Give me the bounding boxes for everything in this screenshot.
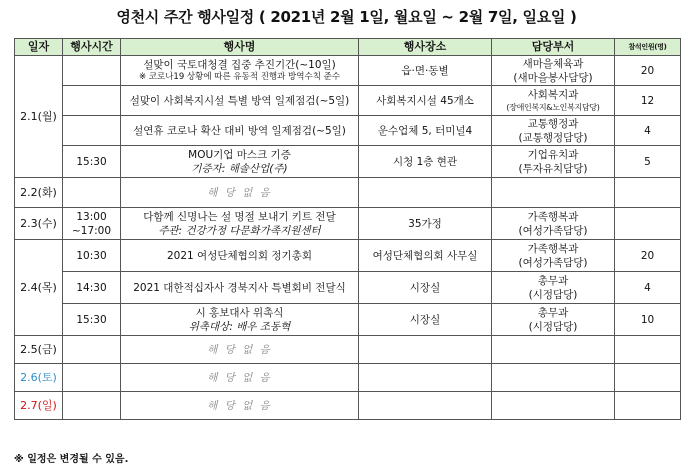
dept-sub: (여성가족담당) [518,256,588,269]
no-event-cell: 해 당 없 음 [121,364,359,392]
dept-cell [492,86,615,116]
header-date: 일자 [15,39,63,56]
table-row [15,56,681,86]
date-cell: 2.1(월) [15,56,63,178]
attend-cell: 12 [615,86,681,116]
event-cell: 설연휴 코로나 확산 대비 방역 일제점검(~5일) [121,116,359,146]
page-title: 영천시 주간 행사일정 ( 2021년 2월 1일, 월요일 ~ 2월 7일, 일요일 ) [116,8,577,26]
event-cell [121,304,359,336]
table-row [15,272,681,304]
attend-cell [615,364,681,392]
attend-cell [615,208,681,240]
dept-cell [492,392,615,420]
time-cell [63,56,121,86]
time-cell [63,86,121,116]
dept-sub: (교통행정담당) [518,131,588,144]
event-cell: 2021 여성단체협의회 정기총회 [121,240,359,272]
place-cell [359,392,492,420]
table-row [15,116,681,146]
attend-cell: 4 [615,116,681,146]
dept-sub: (장애인복지&노인복지담당) [506,103,600,112]
dept-sub: (여성가족담당) [518,224,588,237]
time-cell: 15:30 [63,146,121,178]
attend-cell: 4 [615,272,681,304]
table-row [15,304,681,336]
time-cell [63,364,121,392]
table-row [15,146,681,178]
place-cell: 운수업체 5, 터미널4 [359,116,492,146]
place-cell [359,336,492,364]
attend-cell [615,392,681,420]
time-cell: 15:30 [63,304,121,336]
no-event-cell: 해 당 없 음 [121,178,359,208]
dept-cell [492,178,615,208]
table-row [15,364,681,392]
event-cell [121,208,359,240]
time-cell [63,336,121,364]
event-cell: 2021 대한적십자사 경북지사 특별회비 전달식 [121,272,359,304]
dept-name: 가족행복과 [527,242,579,255]
header-time: 행사시간 [63,39,121,56]
dept-sub: (투자유치담당) [518,162,588,175]
dept-cell [492,336,615,364]
place-cell [359,364,492,392]
no-event-cell: 해 당 없 음 [121,392,359,420]
dept-name: 총무과 [537,274,569,287]
table-row [15,178,681,208]
event-name: MOU기업 마스크 기증 [188,148,291,161]
attend-cell: 10 [615,304,681,336]
dept-name: 새마을체육과 [522,57,584,70]
event-cell [121,146,359,178]
dept-cell [492,116,615,146]
event-name: 다함께 신명나는 설 명절 보내기 키트 전달 [143,210,336,223]
event-note: ※ 코로나19 상황에 따른 유동적 진행과 방역수칙 준수 [138,72,341,82]
attend-cell: 20 [615,240,681,272]
date-cell: 2.4(목) [15,240,63,336]
dept-name: 교통행정과 [527,117,579,130]
dept-cell [492,272,615,304]
event-note: 기증자: 해솔산업(주) [191,162,288,175]
table-row [15,86,681,116]
table-row [15,240,681,272]
event-name: 설맞이 국토대청결 집중 추진기간(~10일) [143,59,336,71]
table-row [15,208,681,240]
time-cell: 10:30 [63,240,121,272]
event-note: 주관: 건강가정 다문화가족지원센터 [158,224,321,237]
place-cell: 시장실 [359,304,492,336]
table-row [15,392,681,420]
time-cell [63,116,121,146]
table-row [15,336,681,364]
place-cell: 읍·면·동별 [359,56,492,86]
header-attend: 참석인원(명) [615,39,681,56]
dept-name: 가족행복과 [527,210,579,223]
event-name: 시 홍보대사 위촉식 [195,306,284,319]
date-cell: 2.5(금) [15,336,63,364]
dept-name: 기업유치과 [527,148,579,161]
date-cell: 2.7(일) [15,392,63,420]
schedule-table [14,38,681,420]
time-start: 13:00 [76,210,107,223]
attend-cell [615,336,681,364]
place-cell [359,178,492,208]
place-cell: 시청 1층 현관 [359,146,492,178]
dept-cell [492,146,615,178]
place-cell: 시장실 [359,272,492,304]
time-cell [63,208,121,240]
date-cell: 2.3(수) [15,208,63,240]
header-dept: 담당부서 [492,39,615,56]
time-cell [63,178,121,208]
time-cell [63,392,121,420]
dept-cell [492,208,615,240]
attend-cell [615,178,681,208]
event-note: 위촉대상: 배우 조동혁 [188,320,291,333]
place-cell: 여성단체협의회 사무실 [359,240,492,272]
place-cell: 사회복지시설 45개소 [359,86,492,116]
header-row [15,39,681,56]
dept-cell [492,304,615,336]
dept-name: 사회복지과 [527,89,579,101]
dept-sub: (시정담당) [528,288,578,301]
dept-name: 총무과 [537,306,569,319]
dept-sub: (새마을봉사담당) [513,71,593,84]
dept-cell [492,56,615,86]
dept-cell [492,240,615,272]
no-event-cell: 해 당 없 음 [121,336,359,364]
event-cell: 설맞이 사회복지시설 특별 방역 일제점검(~5일) [121,86,359,116]
dept-sub: (시정담당) [528,320,578,333]
attend-cell: 20 [615,56,681,86]
dept-cell [492,364,615,392]
attend-cell: 5 [615,146,681,178]
date-cell: 2.6(토) [15,364,63,392]
header-event: 행사명 [121,39,359,56]
time-end: ~17:00 [71,224,112,237]
footnote: ※ 일정은 변경될 수 있음. [14,454,129,465]
place-cell: 35가정 [359,208,492,240]
date-cell: 2.2(화) [15,178,63,208]
header-place: 행사장소 [359,39,492,56]
event-cell [121,56,359,86]
time-cell: 14:30 [63,272,121,304]
